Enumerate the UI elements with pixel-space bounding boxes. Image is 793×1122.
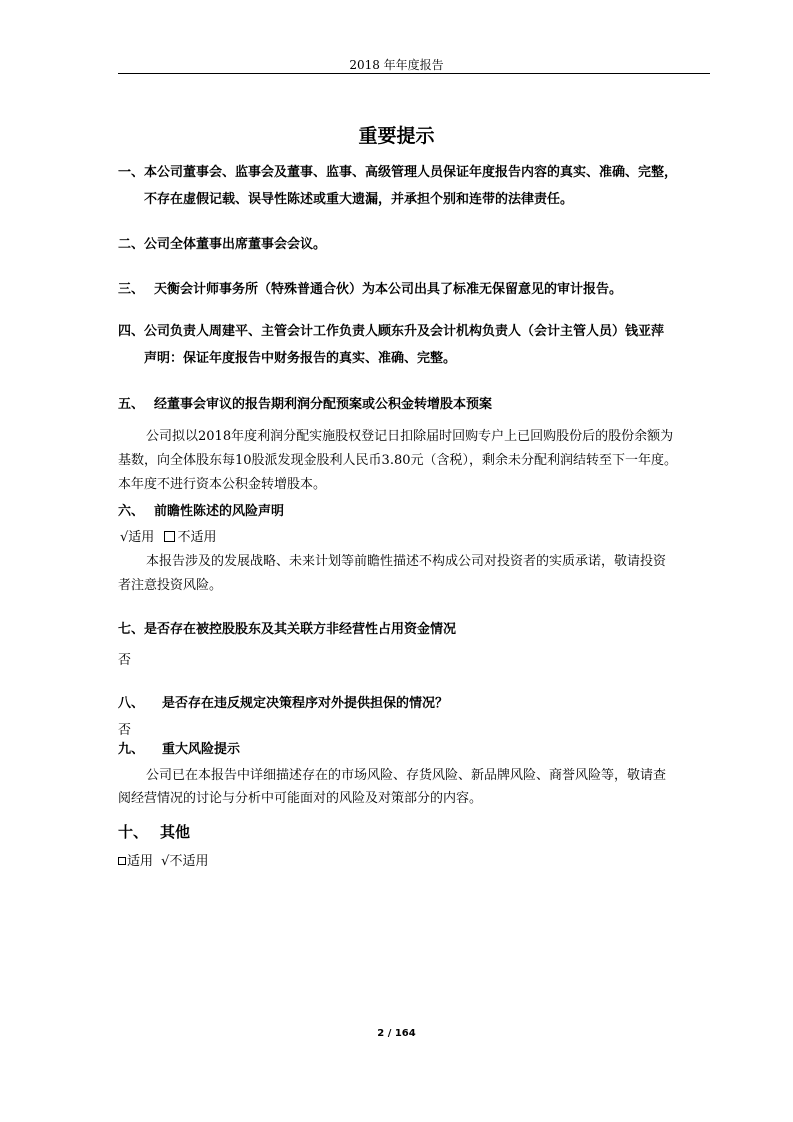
page-title: 重要提示 — [358, 125, 435, 147]
section-4-line-2: 声明：保证年度报告中财务报告的真实、准确、完整。 — [144, 351, 457, 366]
page-number: 2 / 164 — [377, 1028, 416, 1039]
section-7-number: 七、 — [118, 622, 145, 637]
section-9-heading — [118, 742, 240, 758]
section-1-line-2: 不存在虚假记载、误导性陈述或重大遗漏，并承担个别和连带的法律责任。 — [144, 192, 574, 207]
section-5-heading-text: 经董事会审议的报告期利润分配预案或公积金转增股本预案 — [154, 397, 493, 412]
not-applicable-label: 不适用 — [169, 854, 209, 869]
applicable-label: 适用 — [127, 854, 154, 869]
section-4-line-1 — [118, 324, 664, 340]
section-8-heading-text: 是否存在违反规定决策程序对外提供担保的情况？ — [162, 696, 449, 711]
section-3-number: 三、 — [118, 282, 145, 297]
section-3-text: 天衡会计师事务所（特殊普通合伙）为本公司出具了标准无保留意见的审计报告。 — [154, 282, 623, 297]
section-4-number: 四、 — [118, 324, 145, 339]
section-10-applicability — [118, 854, 208, 870]
section-6-heading-text: 前瞻性陈述的风险声明 — [154, 504, 285, 519]
section-1-number: 一、 — [118, 165, 145, 180]
section-10-heading — [118, 824, 190, 840]
header-divider — [118, 73, 710, 74]
section-10-number: 十、 — [118, 823, 149, 841]
checkmark-icon: √ — [120, 530, 129, 545]
section-6-paragraph-line-1: 本报告涉及的发展战略、未来计划等前瞻性描述不构成公司对投资者的实质承诺，敬请投资 — [146, 554, 667, 569]
section-5-paragraph-line-3: 本年度不进行资本公积金转增股本。 — [118, 477, 327, 492]
section-8-number: 八、 — [118, 696, 145, 711]
section-7-answer: 否 — [118, 653, 132, 668]
section-7-heading-text: 是否存在被控股股东及其关联方非经营性占用资金情况 — [144, 622, 457, 637]
section-5-paragraph-line-1: 公司拟以2018年度利润分配实施股权登记日扣除届时回购专户上已回购股份后的股份余额为 — [146, 429, 674, 444]
section-2-number: 二、 — [118, 237, 145, 252]
section-6-paragraph-line-2: 者注意投资风险。 — [118, 578, 223, 593]
section-5-heading — [118, 397, 492, 413]
section-5-number: 五、 — [118, 397, 145, 412]
section-1-line-1 — [118, 165, 677, 181]
section-6-number: 六、 — [118, 504, 145, 519]
section-5-paragraph-line-2: 基数，向全体股东每10股派发现金股利人民币3.80元（含税），剩余未分配利润结转至下一年度。 — [118, 453, 677, 468]
section-9-heading-text: 重大风险提示 — [162, 742, 241, 757]
section-10-heading-text: 其他 — [160, 823, 191, 841]
section-2-text: 公司全体董事出席董事会会议。 — [144, 237, 327, 252]
section-3 — [118, 282, 622, 298]
section-6-heading — [118, 504, 284, 520]
section-1-text-1: 本公司董事会、监事会及董事、监事、高级管理人员保证年度报告内容的真实、准确、完整， — [144, 165, 678, 180]
section-4-text-1: 公司负责人周建平、主管会计工作负责人顾东升及会计机构负责人（会计主管人员）钱亚萍 — [144, 324, 665, 339]
section-6-applicability — [120, 530, 216, 546]
section-8-heading — [118, 696, 448, 712]
not-applicable-label: 不适用 — [177, 530, 217, 545]
section-2 — [118, 237, 326, 253]
applicable-label: 适用 — [128, 530, 155, 545]
running-header: 2018 年年度报告 — [349, 58, 444, 72]
section-9-number: 九、 — [118, 742, 145, 757]
section-7-heading — [118, 622, 456, 638]
empty-checkbox-icon — [118, 857, 126, 865]
section-9-paragraph-line-1: 公司已在本报告中详细描述存在的市场风险、存货风险、新品牌风险、商誉风险等，敬请查 — [146, 768, 667, 783]
checkmark-icon: √ — [161, 854, 170, 869]
empty-checkbox-icon — [164, 531, 175, 542]
section-9-paragraph-line-2: 阅经营情况的讨论与分析中可能面对的风险及对策部分的内容。 — [118, 791, 483, 806]
section-8-answer: 否 — [118, 723, 132, 738]
